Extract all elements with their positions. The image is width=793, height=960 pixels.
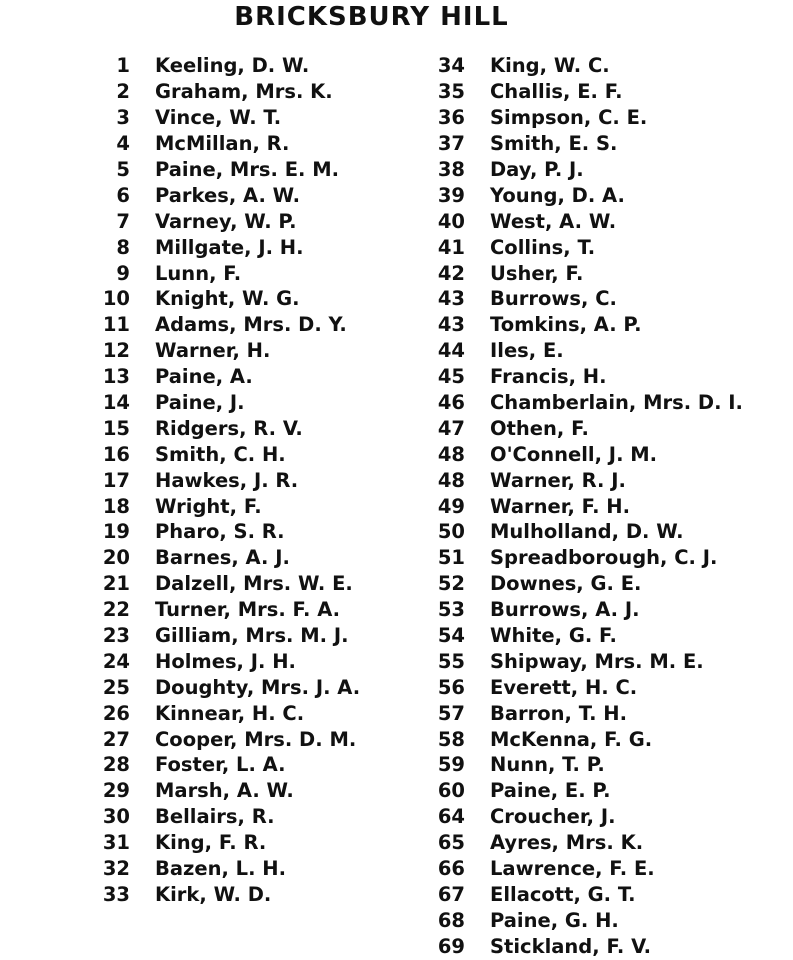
entry-number: 55	[437, 649, 465, 673]
entry-number: 65	[437, 831, 465, 855]
list-item	[80, 157, 360, 183]
list-item	[80, 286, 360, 312]
entry-name: King, W. C.	[490, 54, 610, 78]
entry-number: 52	[437, 572, 465, 596]
list-item	[415, 493, 743, 519]
entry-number: 56	[437, 675, 465, 699]
list-item	[80, 856, 360, 882]
entry-name: Foster, L. A.	[155, 753, 286, 777]
list-item	[415, 467, 743, 493]
list-item	[415, 260, 743, 286]
entry-number: 35	[437, 80, 465, 104]
entry-name: West, A. W.	[490, 209, 617, 233]
entry-number: 29	[102, 779, 130, 803]
entry-name: Dalzell, Mrs. W. E.	[155, 572, 353, 596]
entry-number: 16	[102, 442, 130, 466]
entry-number: 53	[437, 598, 465, 622]
list-item	[415, 390, 743, 416]
list-item	[415, 415, 743, 441]
entry-number: 40	[437, 209, 465, 233]
entry-number: 59	[437, 753, 465, 777]
list-item	[415, 752, 743, 778]
entry-name: Kinnear, H. C.	[155, 701, 305, 725]
entry-name: Keeling, D. W.	[155, 54, 310, 78]
entry-name: McMillan, R.	[155, 132, 290, 156]
right-column	[415, 53, 743, 959]
list-item	[80, 597, 360, 623]
list-item	[80, 441, 360, 467]
entry-name: Usher, F.	[490, 261, 584, 285]
list-item	[80, 623, 360, 649]
entry-name: Day, P. J.	[490, 158, 584, 181]
entry-number: 57	[437, 701, 465, 725]
list-item	[80, 260, 360, 286]
entry-name: Gilliam, Mrs. M. J.	[155, 624, 349, 648]
list-item	[80, 778, 360, 804]
entry-name: Stickland, F. V.	[490, 934, 652, 958]
entry-number: 36	[437, 106, 465, 130]
entry-name: Ellacott, G. T.	[490, 882, 636, 906]
entry-name: O'Connell, J. M.	[490, 442, 658, 466]
entry-name: Kirk, W. D.	[155, 882, 272, 906]
entry-name: Croucher, J.	[490, 805, 616, 829]
entry-number: 43	[437, 287, 465, 311]
entry-name: Doughty, Mrs. J. A.	[155, 675, 361, 699]
list-item	[415, 648, 743, 674]
list-item	[415, 79, 743, 105]
list-item	[80, 519, 360, 545]
entry-number: 13	[102, 365, 130, 389]
entry-number: 6	[116, 183, 130, 207]
list-item	[80, 700, 360, 726]
entry-name: Smith, E. S.	[490, 132, 618, 156]
entry-name: Warner, R. J.	[490, 468, 626, 492]
entry-number: 51	[437, 546, 465, 570]
entry-number: 30	[102, 805, 130, 829]
entry-name: Barron, T. H.	[490, 701, 627, 725]
entry-name: Iles, E.	[490, 339, 564, 363]
list-item	[415, 312, 743, 338]
list-item	[80, 208, 360, 234]
entry-name: King, F. R.	[155, 831, 267, 855]
entry-number: 44	[437, 339, 465, 363]
entry-number: 10	[102, 287, 130, 311]
entry-name: Challis, E. F.	[490, 80, 623, 104]
list-item	[415, 856, 743, 882]
entry-number: 58	[437, 727, 465, 751]
entry-name: Collins, T.	[490, 235, 596, 259]
entry-number: 50	[437, 520, 465, 544]
entry-name: Francis, H.	[490, 365, 607, 389]
entry-number: 54	[437, 624, 465, 648]
entry-name: Cooper, Mrs. D. M.	[155, 727, 357, 751]
entry-name: Marsh, A. W.	[155, 779, 294, 803]
list-item	[80, 830, 360, 856]
entry-name: Turner, Mrs. F. A.	[155, 598, 341, 622]
entry-name: Lawrence, F. E.	[490, 857, 655, 881]
entry-number: 32	[102, 857, 130, 881]
list-item	[415, 571, 743, 597]
list-item	[80, 467, 360, 493]
entry-number: 68	[437, 908, 465, 932]
list-item	[415, 364, 743, 390]
entry-number: 14	[102, 391, 130, 415]
entry-name: Graham, Mrs. K.	[155, 80, 333, 104]
entry-number: 64	[437, 805, 465, 829]
entry-number: 21	[102, 572, 130, 596]
entry-name: Chamberlain, Mrs. D. I.	[490, 391, 743, 415]
list-item	[80, 182, 360, 208]
left-column	[80, 53, 360, 907]
list-item	[80, 364, 360, 390]
list-item	[415, 674, 743, 700]
list-item	[80, 79, 360, 105]
entry-name: Ridgers, R. V.	[155, 416, 303, 440]
entry-name: Paine, J.	[155, 391, 245, 415]
entry-name: Parkes, A. W.	[155, 183, 300, 207]
entry-number: 22	[102, 598, 130, 622]
entry-name: Burrows, C.	[490, 287, 617, 311]
entry-number: 46	[437, 391, 465, 415]
entry-number: 18	[102, 494, 130, 518]
entry-name: Ayres, Mrs. K.	[490, 831, 644, 855]
entry-name: Paine, E. P.	[490, 779, 611, 803]
list-item	[80, 415, 360, 441]
list-item	[415, 338, 743, 364]
entry-number: 5	[116, 158, 130, 181]
entry-number: 48	[437, 468, 465, 492]
entry-number: 69	[437, 934, 465, 958]
entry-number: 26	[102, 701, 130, 725]
entry-name: Everett, H. C.	[490, 675, 638, 699]
entry-name: Young, D. A.	[490, 183, 625, 207]
list-item	[80, 105, 360, 131]
entry-name: Paine, Mrs. E. M.	[155, 158, 340, 181]
entry-name: Varney, W. P.	[155, 209, 297, 233]
entry-name: Bazen, L. H.	[155, 857, 287, 881]
entry-number: 42	[437, 261, 465, 285]
entry-number: 28	[102, 753, 130, 777]
page-title: BRICKSBURY HILL	[234, 2, 509, 32]
list-item	[415, 105, 743, 131]
entry-name: Smith, C. H.	[155, 442, 286, 466]
entry-number: 27	[102, 727, 130, 751]
entry-number: 31	[102, 831, 130, 855]
list-item	[415, 907, 743, 933]
entry-name: Pharo, S. R.	[155, 520, 285, 544]
entry-number: 47	[437, 416, 465, 440]
entry-number: 43	[437, 313, 465, 337]
list-item	[415, 882, 743, 908]
entry-number: 38	[437, 158, 465, 181]
list-item	[80, 234, 360, 260]
list-item	[415, 933, 743, 959]
list-item	[415, 157, 743, 183]
list-item	[80, 53, 360, 79]
list-item	[415, 623, 743, 649]
entry-number: 1	[116, 54, 130, 78]
entry-number: 17	[102, 468, 130, 492]
list-item	[415, 830, 743, 856]
entry-number: 67	[437, 882, 465, 906]
entry-name: Knight, W. G.	[155, 287, 300, 311]
entry-name: Paine, G. H.	[490, 908, 619, 932]
entry-number: 12	[102, 339, 130, 363]
entry-name: Burrows, A. J.	[490, 598, 640, 622]
entry-name: Warner, F. H.	[490, 494, 631, 518]
list-item	[415, 131, 743, 157]
entry-number: 41	[437, 235, 465, 259]
list-item	[415, 208, 743, 234]
list-item	[80, 493, 360, 519]
entry-name: Warner, H.	[155, 339, 271, 363]
list-item	[80, 545, 360, 571]
list-item	[415, 700, 743, 726]
entry-name: Barnes, A. J.	[155, 546, 290, 570]
entry-name: Wright, F.	[155, 494, 262, 518]
list-item	[415, 234, 743, 260]
entry-name: Tomkins, A. P.	[490, 313, 642, 337]
entry-number: 11	[102, 313, 130, 337]
list-item	[80, 571, 360, 597]
entry-number: 39	[437, 183, 465, 207]
entry-number: 48	[437, 442, 465, 466]
list-item	[415, 441, 743, 467]
list-item	[415, 726, 743, 752]
list-item	[415, 182, 743, 208]
entry-name: Shipway, Mrs. M. E.	[490, 649, 704, 673]
entry-name: Othen, F.	[490, 416, 589, 440]
entry-number: 37	[437, 132, 465, 156]
entry-name: Adams, Mrs. D. Y.	[155, 313, 347, 337]
list-item	[415, 597, 743, 623]
entry-name: Bellairs, R.	[155, 805, 275, 829]
list-item	[415, 519, 743, 545]
entry-number: 9	[116, 261, 130, 285]
list-item	[415, 545, 743, 571]
list-item	[80, 804, 360, 830]
entry-number: 25	[102, 675, 130, 699]
entry-number: 20	[102, 546, 130, 570]
entry-number: 34	[437, 54, 465, 78]
list-item	[415, 286, 743, 312]
entry-name: Simpson, C. E.	[490, 106, 648, 130]
entry-name: Spreadborough, C. J.	[490, 546, 718, 570]
entry-number: 45	[437, 365, 465, 389]
list-item	[80, 131, 360, 157]
list-item	[80, 752, 360, 778]
list-item	[80, 726, 360, 752]
entry-number: 2	[116, 80, 130, 104]
entry-number: 3	[116, 106, 130, 130]
entry-name: Hawkes, J. R.	[155, 468, 299, 492]
entry-name: White, G. F.	[490, 624, 617, 648]
entry-number: 19	[102, 520, 130, 544]
entry-number: 66	[437, 857, 465, 881]
entry-name: McKenna, F. G.	[490, 727, 653, 751]
list-item	[80, 648, 360, 674]
entry-number: 49	[437, 494, 465, 518]
list-item	[415, 53, 743, 79]
entry-name: Nunn, T. P.	[490, 753, 605, 777]
entry-number: 8	[116, 235, 130, 259]
entry-name: Mulholland, D. W.	[490, 520, 684, 544]
entry-name: Lunn, F.	[155, 261, 242, 285]
entry-number: 33	[102, 882, 130, 906]
list-item	[80, 390, 360, 416]
list-item	[415, 804, 743, 830]
entry-number: 4	[116, 132, 130, 156]
list-item	[80, 674, 360, 700]
entry-name: Downes, G. E.	[490, 572, 642, 596]
list-item	[80, 338, 360, 364]
entry-number: 24	[102, 649, 130, 673]
entry-name: Holmes, J. H.	[155, 649, 296, 673]
entry-name: Millgate, J. H.	[155, 235, 304, 259]
list-item	[80, 882, 360, 908]
entry-number: 15	[102, 416, 130, 440]
list-item	[80, 312, 360, 338]
entry-name: Paine, A.	[155, 365, 253, 389]
entry-number: 60	[437, 779, 465, 803]
list-item	[415, 778, 743, 804]
entry-number: 23	[102, 624, 130, 648]
entry-name: Vince, W. T.	[155, 106, 282, 130]
entry-number: 7	[116, 209, 130, 233]
